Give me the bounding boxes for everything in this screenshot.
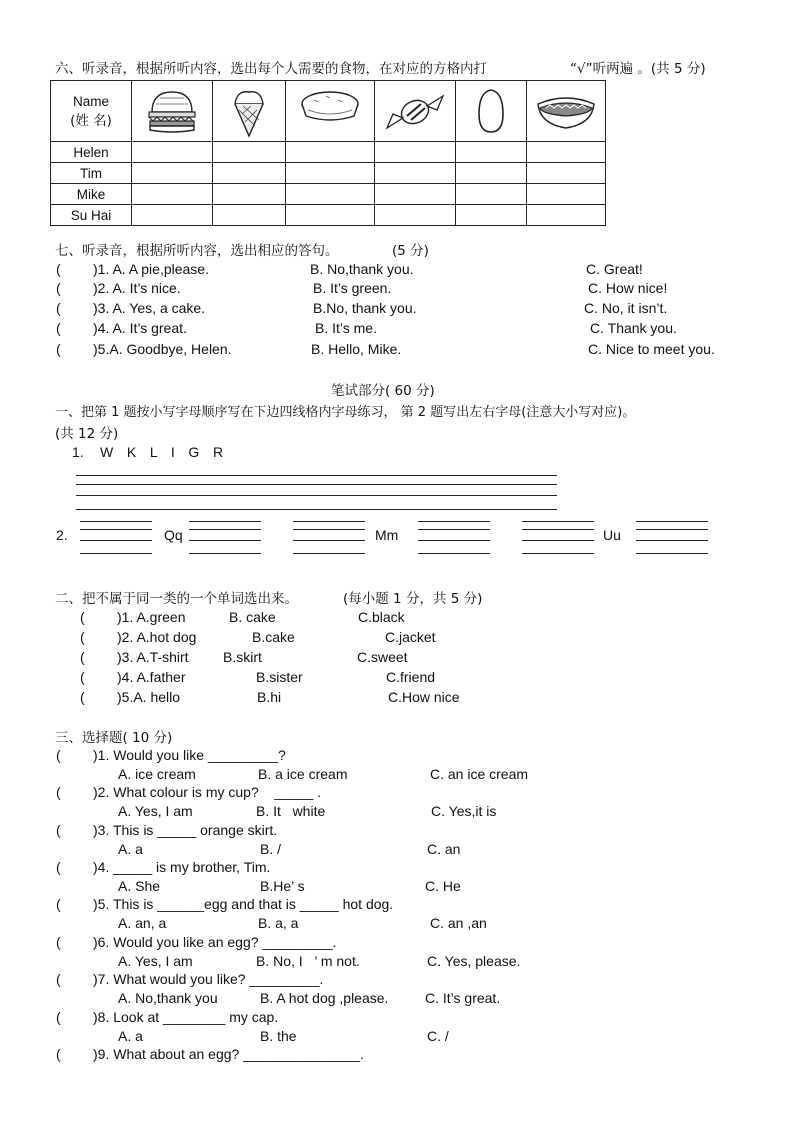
answer-paren: ( (56, 1009, 61, 1025)
name-header-cell (51, 81, 132, 142)
food-cell-sweet (375, 81, 456, 142)
option-b: B.hi (257, 689, 282, 705)
answer-paren: ( (56, 261, 61, 277)
answer-paren: ( (56, 784, 61, 800)
answer-paren: ( (56, 822, 61, 838)
option-c: C. How nice! (588, 280, 668, 296)
option-c: C. an (427, 841, 461, 857)
answer-paren: ( (80, 609, 85, 625)
option-c: C.black (358, 609, 405, 625)
part2-score: (每小题 1 分，共 5 分) (343, 591, 483, 607)
option-a: )1. A.green (117, 609, 186, 625)
listening6-heading: 六、听录音，根据所听内容，选出每个人需要的食物，在对应的方格内打 (55, 61, 487, 77)
answer-paren: ( (56, 859, 61, 875)
answer-paren: ( (56, 320, 61, 336)
question-text: )6. Would you like an egg? _________. (93, 934, 337, 950)
listening7-heading: 七、听录音，根据所听内容，选出相应的答句。 (55, 243, 339, 259)
question-text: )2. A. It’s nice. (93, 280, 181, 296)
name-header: Name (72, 93, 109, 109)
option-a: A. a (118, 841, 143, 857)
question-text: )5.A. Goodbye, Helen. (93, 341, 232, 357)
option-a: A. No,thank you (118, 990, 218, 1006)
answer-paren: ( (80, 689, 85, 705)
answer-paren: ( (56, 341, 61, 357)
option-c: C. an ice cream (430, 766, 529, 782)
option-b: B.sister (256, 669, 303, 685)
food-cell-hamburger (132, 81, 213, 142)
food-cell-pie (286, 81, 375, 142)
option-c: C.jacket (385, 629, 436, 645)
option-b: B. Hello, Mike. (311, 341, 402, 357)
answer-paren: ( (56, 896, 61, 912)
letter-qq: Qq (164, 527, 183, 543)
option-c: C. It’s great. (425, 990, 501, 1006)
listening6-heading-tail: “√”听两遍 。(共 5 分) (570, 61, 706, 77)
egg-icon (457, 82, 525, 140)
answer-paren: ( (80, 629, 85, 645)
option-a: A. Yes, I am (118, 803, 193, 819)
hot-dog-icon (532, 82, 600, 140)
option-c: C. Yes, please. (427, 953, 521, 969)
food-table (50, 80, 606, 226)
option-c: C.How nice (388, 689, 460, 705)
question-text: )8. Look at ________ my cap. (93, 1009, 279, 1025)
option-b: B. cake (229, 609, 276, 625)
option-c: C. No, it isn’t. (584, 300, 668, 316)
letter-mm: Mm (375, 527, 399, 543)
option-a: )2. A.hot dog (117, 629, 197, 645)
option-c: C. Yes,it is (431, 803, 497, 819)
q2-label: 2. (56, 527, 68, 543)
question-text: )5. This is ______egg and that is _____ hot dog. (93, 896, 394, 912)
answer-paren: ( (56, 747, 61, 763)
name-cell: Su Hai (51, 205, 132, 226)
option-b: B. a ice cream (258, 766, 348, 782)
letter-uu: Uu (603, 527, 621, 543)
hamburger-icon (138, 82, 206, 140)
question-text: )3. This is _____ orange skirt. (93, 822, 278, 838)
option-a: A. an, a (118, 915, 167, 931)
option-c: C. Nice to meet you. (588, 341, 715, 357)
question-text: )7. What would you like? _________. (93, 971, 324, 987)
part1-heading: 一、把第 1 题按小写字母顺序写在下边四线格内字母练习， 第 2 题写出左右字母(注意大小写对应)。 (55, 405, 636, 420)
option-a: A. a (118, 1028, 143, 1044)
food-cell-egg (456, 81, 527, 142)
option-c: C. Great! (586, 261, 643, 277)
option-b: B.skirt (223, 649, 262, 665)
option-c: C. an ,an (430, 915, 487, 931)
option-b: B. the (260, 1028, 297, 1044)
option-c: C. He (425, 878, 461, 894)
option-a: )4. A.father (117, 669, 186, 685)
question-text: )4. A. It’s great. (93, 320, 187, 336)
written-title: 笔试部分( 60 分) (331, 383, 435, 399)
q1-label: 1. (72, 444, 84, 460)
answer-paren: ( (80, 669, 85, 685)
food-cell-ice-cream (213, 81, 286, 142)
name-cell: Tim (51, 163, 132, 184)
option-b: B.No, thank you. (313, 300, 417, 316)
question-text: )1. Would you like _________? (93, 747, 286, 763)
option-b: B. a, a (258, 915, 299, 931)
option-b: B. No, I ’ m not. (256, 953, 360, 969)
name-header-cn: (姓 名) (70, 112, 112, 129)
question-text: )3. A. Yes, a cake. (93, 300, 206, 316)
ice-cream-icon (215, 82, 283, 140)
option-a: A. Yes, I am (118, 953, 193, 969)
option-c: C. Thank you. (590, 320, 677, 336)
question-text: )2. What colour is my cup? _____ . (93, 784, 321, 800)
answer-paren: ( (56, 971, 61, 987)
option-a: A. ice cream (118, 766, 196, 782)
answer-paren: ( (56, 300, 61, 316)
part2-heading: 二、把不属于同一类的一个单词选出来。 (55, 591, 298, 607)
option-b: B. / (260, 841, 282, 857)
option-b: B. It’s me. (315, 320, 377, 336)
answer-paren: ( (56, 280, 61, 296)
option-c: C.sweet (357, 649, 408, 665)
option-c: C. / (427, 1028, 449, 1044)
option-a: A. She (118, 878, 161, 894)
part1-score: (共 12 分) (55, 426, 119, 442)
answer-paren: ( (80, 649, 85, 665)
question-text: )9. What about an egg? _______________. (93, 1046, 364, 1062)
option-a: )3. A.T-shirt (117, 649, 189, 665)
option-c: C.friend (386, 669, 436, 685)
listening7-score: (5 分) (392, 243, 429, 259)
question-text: )4. _____ is my brother, Tim. (93, 859, 271, 875)
option-b: B.He’ s (260, 878, 305, 894)
option-b: B. It’s green. (313, 280, 392, 296)
sweet-icon (381, 82, 449, 140)
option-b: B. No,thank you. (310, 261, 414, 277)
option-b: B. It white (256, 803, 326, 819)
name-cell: Helen (51, 142, 132, 163)
question-text: )1. A. A pie,please. (93, 261, 209, 277)
option-a: )5.A. hello (117, 689, 181, 705)
answer-paren: ( (56, 1046, 61, 1062)
q1-letters: W K L I G R (100, 444, 224, 460)
food-cell-hot-dog (527, 81, 606, 142)
option-b: B.cake (252, 629, 295, 645)
answer-paren: ( (56, 934, 61, 950)
name-cell: Mike (51, 184, 132, 205)
pie-icon (296, 82, 364, 140)
part3-heading: 三、选择题( 10 分) (55, 730, 173, 746)
option-b: B. A hot dog ,please. (260, 990, 389, 1006)
